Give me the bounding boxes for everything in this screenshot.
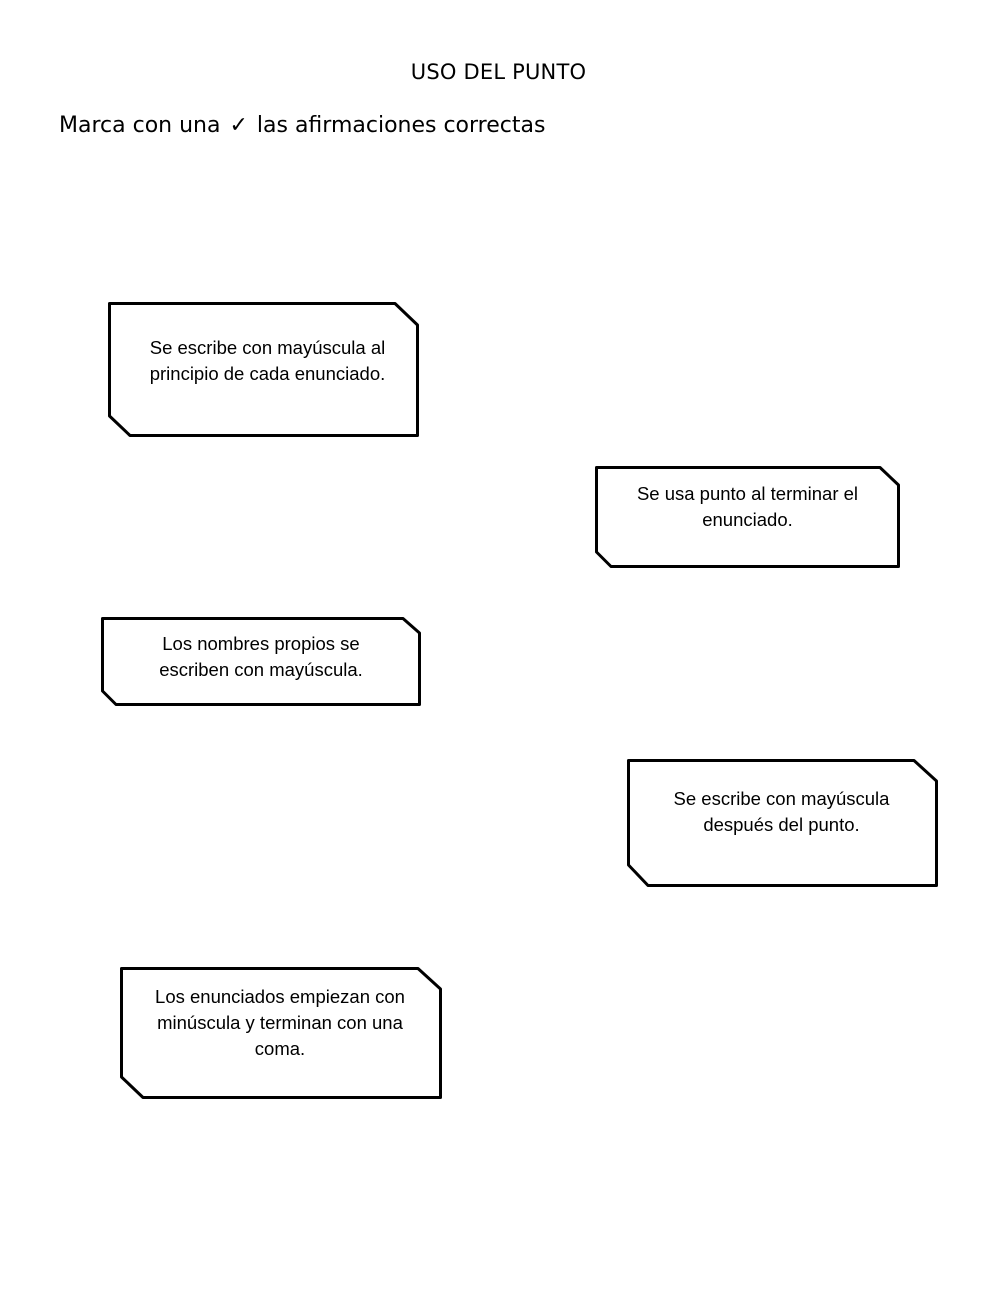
statement-line: principio de cada enunciado. bbox=[149, 363, 386, 384]
statement-line: Se escribe con mayúscula bbox=[673, 788, 890, 809]
statement-text bbox=[120, 984, 440, 1062]
statement-text bbox=[116, 335, 419, 387]
statement-text bbox=[101, 631, 421, 683]
instruction-text: Marca con una bbox=[59, 113, 221, 138]
statement-card-5[interactable] bbox=[120, 967, 442, 1099]
statement-card-1[interactable] bbox=[108, 302, 419, 437]
statement-card-3[interactable] bbox=[101, 617, 421, 706]
instruction bbox=[59, 113, 545, 138]
statement-text bbox=[627, 786, 936, 838]
page-title: USO DEL PUNTO bbox=[410, 60, 587, 84]
statement-card-2[interactable] bbox=[595, 466, 900, 568]
statement-line: Se usa punto al terminar el bbox=[636, 483, 859, 504]
checkmark-icon: ✓ bbox=[229, 113, 248, 138]
statement-card-4[interactable] bbox=[627, 759, 938, 887]
instruction-text-end: las afirmaciones correctas bbox=[256, 113, 546, 138]
statement-text bbox=[595, 481, 900, 533]
statement-line: enunciado. bbox=[702, 509, 793, 530]
statement-line: Los nombres propios se bbox=[162, 633, 360, 654]
statement-line: minúscula y terminan con una bbox=[157, 1012, 403, 1033]
statement-line: coma. bbox=[254, 1038, 306, 1059]
statement-line: Los enunciados empiezan con bbox=[155, 986, 405, 1007]
statement-line: escriben con mayúscula. bbox=[159, 659, 363, 680]
statement-line: Se escribe con mayúscula al bbox=[149, 337, 386, 358]
statement-line: después del punto. bbox=[703, 814, 860, 835]
